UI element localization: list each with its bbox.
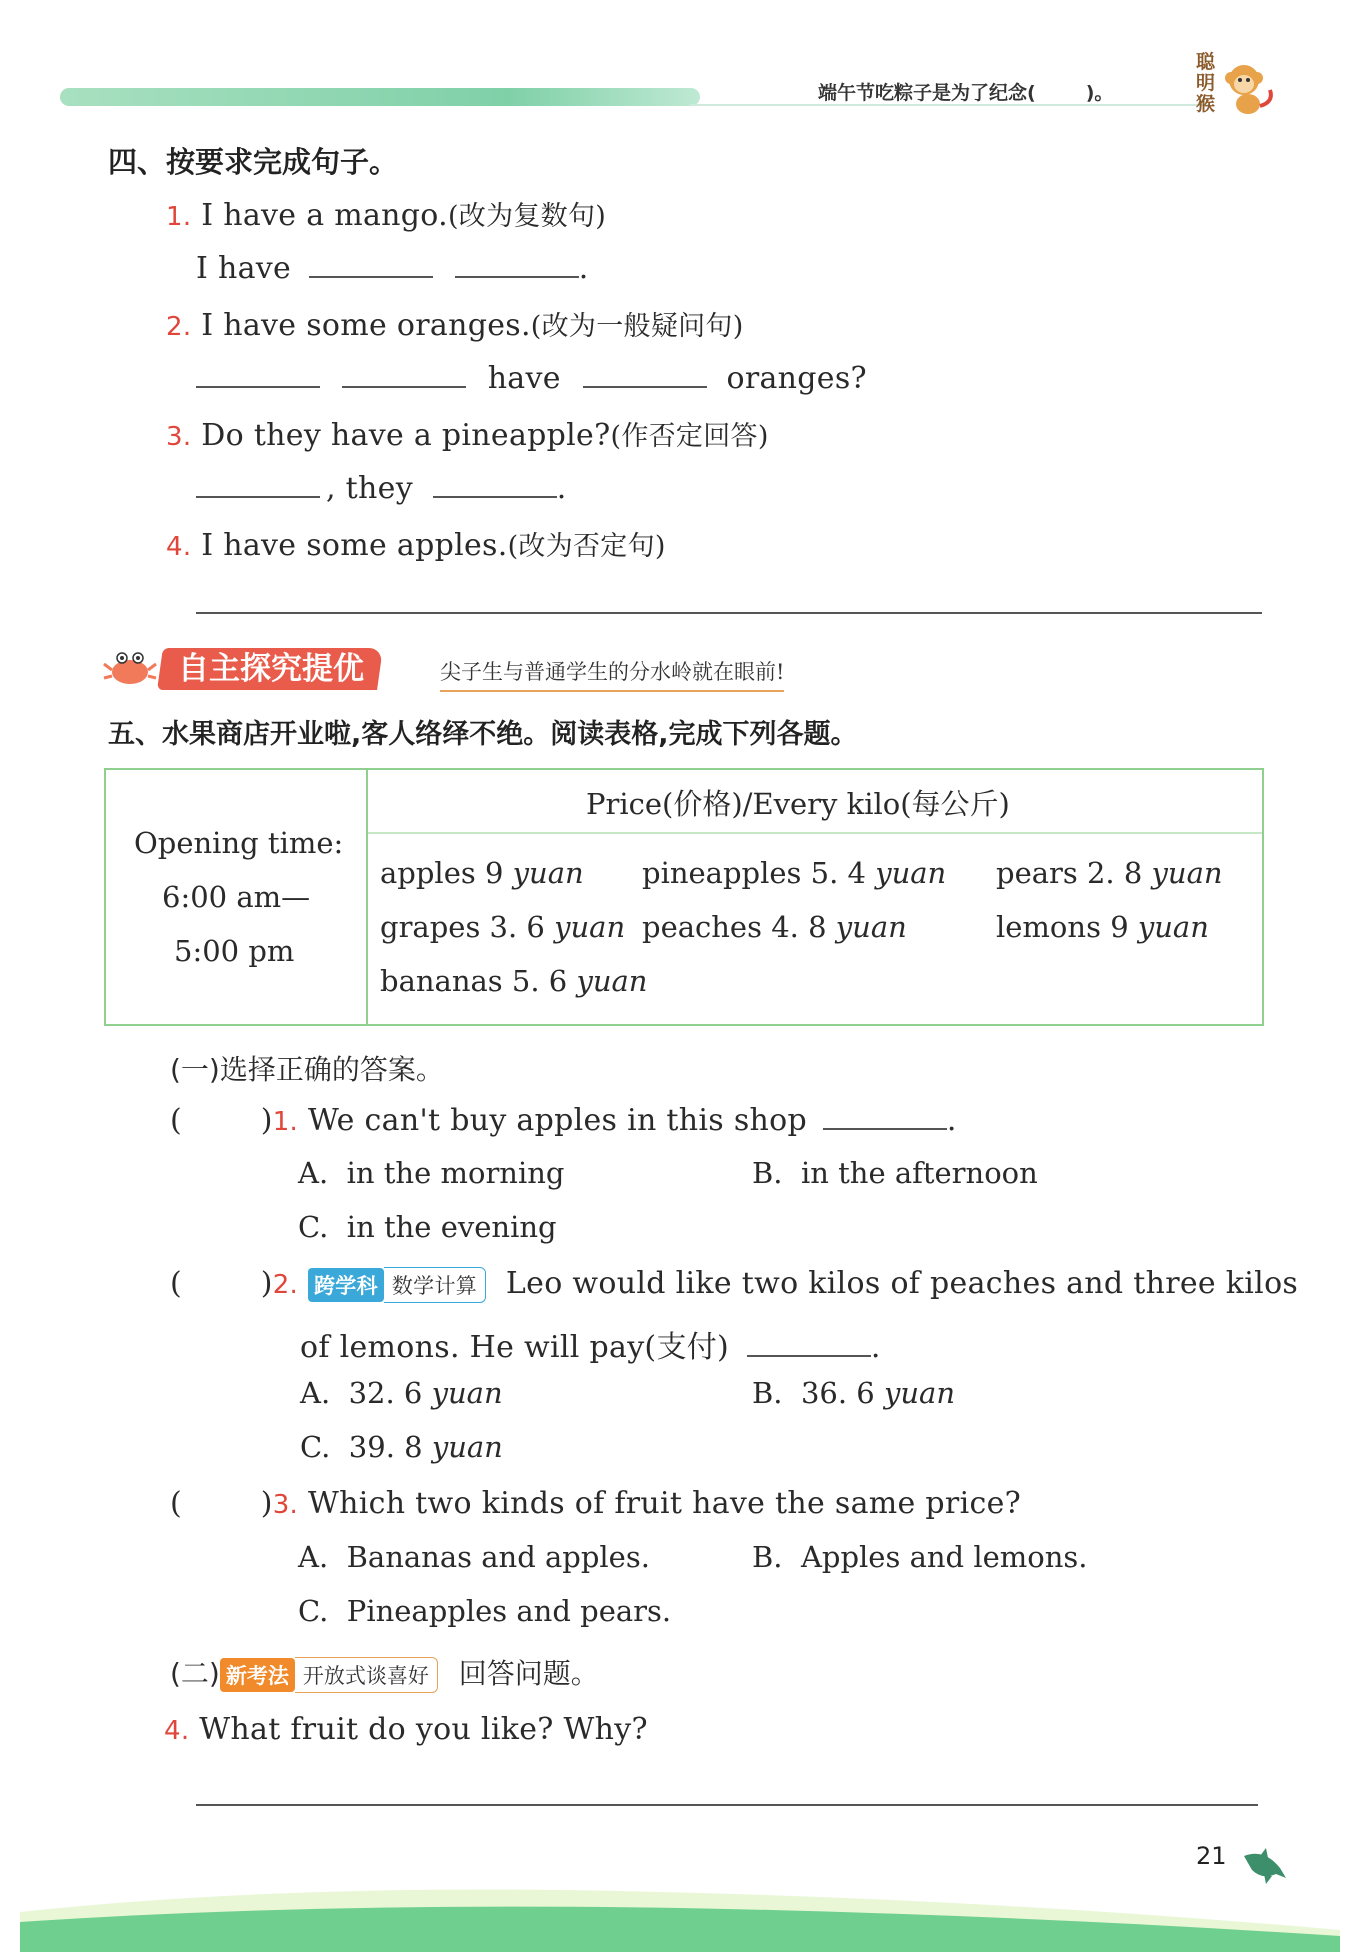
price-header: Price(价格)/Every kilo(每公斤)	[586, 787, 1010, 821]
answer-paren[interactable]: ( )	[170, 1103, 273, 1138]
answer-blank[interactable]	[196, 360, 320, 388]
math-tag: 数学计算	[384, 1267, 486, 1303]
q4: 4. What fruit do you like? Why?	[164, 1712, 648, 1747]
part1-title: (一)选择正确的答案。	[170, 1053, 444, 1086]
footer-wave	[0, 1872, 1350, 1952]
answer-blank[interactable]	[433, 470, 557, 498]
item-instruction: (改为否定句)	[507, 531, 666, 562]
item-instruction: (改为一般疑问句)	[530, 311, 744, 342]
price-bananas: bananas 5. 6 yuan	[380, 964, 648, 998]
price-grapes: grapes 3. 6 yuan	[380, 910, 626, 944]
answer-blank[interactable]	[747, 1329, 871, 1357]
crab-icon	[102, 644, 158, 692]
q1: ( )1. We can't buy apples in this shop .	[170, 1103, 957, 1138]
answer-blank[interactable]	[342, 360, 466, 388]
price-pears: pears 2. 8 yuan	[996, 856, 1223, 890]
opening-time-end: 5:00 pm	[174, 934, 295, 968]
q1-option-b[interactable]: B. in the afternoon	[752, 1156, 1038, 1190]
q3-option-c[interactable]: C. Pineapples and pears.	[298, 1594, 672, 1628]
answer-paren[interactable]: ( )	[170, 1486, 273, 1521]
item-number: 1.	[166, 202, 192, 232]
price-pineapples: pineapples 5. 4 yuan	[642, 856, 947, 890]
header-band	[60, 88, 700, 106]
q1-option-a[interactable]: A. in the morning	[298, 1156, 565, 1190]
item-text: I have some apples.	[201, 528, 508, 563]
q3-option-b[interactable]: B. Apples and lemons.	[752, 1540, 1088, 1574]
item-number: 4.	[166, 532, 192, 562]
s4-answer2: have oranges?	[196, 360, 867, 396]
opening-time-label: Opening time:	[134, 826, 344, 860]
table-divider-v	[366, 770, 368, 1024]
opening-time-start: 6:00 am—	[162, 880, 311, 914]
s4-item1	[166, 194, 606, 233]
q3: ( )3. Which two kinds of fruit have the same price?	[170, 1486, 1022, 1521]
price-lemons: lemons 9 yuan	[996, 910, 1209, 944]
item-text: Do they have a pineapple?	[201, 418, 611, 453]
s4-item4	[166, 524, 666, 563]
page-number: 21	[1196, 1842, 1227, 1870]
item-text: I have a mango.	[201, 198, 448, 233]
item-number: 2.	[166, 312, 192, 342]
table-divider-h	[368, 832, 1262, 834]
price-table	[104, 768, 1264, 1026]
item-instruction: (改为复数句)	[447, 201, 607, 232]
price-peaches: peaches 4. 8 yuan	[642, 910, 907, 944]
section4-title: 四、按要求完成句子。	[108, 145, 399, 179]
q2-option-c[interactable]: C. 39. 8 yuan	[300, 1430, 503, 1464]
answer-blank[interactable]	[823, 1102, 947, 1130]
answer-prefix: I have	[196, 251, 292, 286]
s4-answer3: , they .	[196, 470, 567, 506]
answer-blank[interactable]	[583, 360, 707, 388]
answer-blank[interactable]	[196, 470, 320, 498]
q2: ( )2. 跨学科 数学计算 Leo would like two kilos of peaches and three kilos	[170, 1266, 1299, 1301]
answer-line[interactable]	[196, 612, 1262, 614]
q1-option-c[interactable]: C. in the evening	[298, 1210, 557, 1244]
new-method-tag: 新考法	[220, 1658, 295, 1692]
q2-option-a[interactable]: A. 32. 6 yuan	[300, 1376, 503, 1410]
section5-title: 五、水果商店开业啦,客人络绎不绝。阅读表格,完成下列各题。	[108, 719, 858, 750]
s4-item2	[166, 304, 744, 343]
mascot	[1196, 52, 1276, 118]
answer-blank[interactable]	[455, 250, 579, 278]
item-instruction: (作否定回答)	[610, 421, 769, 452]
answer-line[interactable]	[196, 1804, 1258, 1806]
mascot-text: 聪明猴	[1196, 51, 1216, 115]
cross-subject-tag: 跨学科	[308, 1268, 384, 1302]
header-question: 端午节吃粽子是为了纪念( )。	[818, 82, 1114, 104]
answer-paren[interactable]: ( )	[170, 1266, 273, 1301]
answer-blank[interactable]	[309, 250, 433, 278]
s4-item3	[166, 414, 769, 453]
open-question-tag: 开放式谈喜好	[295, 1657, 438, 1693]
s4-answer1: I have .	[196, 251, 589, 286]
q2-option-b[interactable]: B. 36. 6 yuan	[752, 1376, 956, 1410]
q3-option-a[interactable]: A. Bananas and apples.	[298, 1540, 650, 1574]
item-number: 3.	[166, 422, 192, 452]
banner-subtitle: 尖子生与普通学生的分水岭就在眼前!	[440, 656, 784, 692]
part2-heading: (二) 新考法 开放式谈喜好 回答问题。	[170, 1652, 599, 1693]
q2-line2: of lemons. He will pay(支付) .	[300, 1330, 881, 1365]
item-text: I have some oranges.	[201, 308, 531, 343]
monkey-icon	[1220, 56, 1278, 116]
price-apples: apples 9 yuan	[380, 856, 584, 890]
banner-title: 自主探究提优	[157, 648, 383, 690]
